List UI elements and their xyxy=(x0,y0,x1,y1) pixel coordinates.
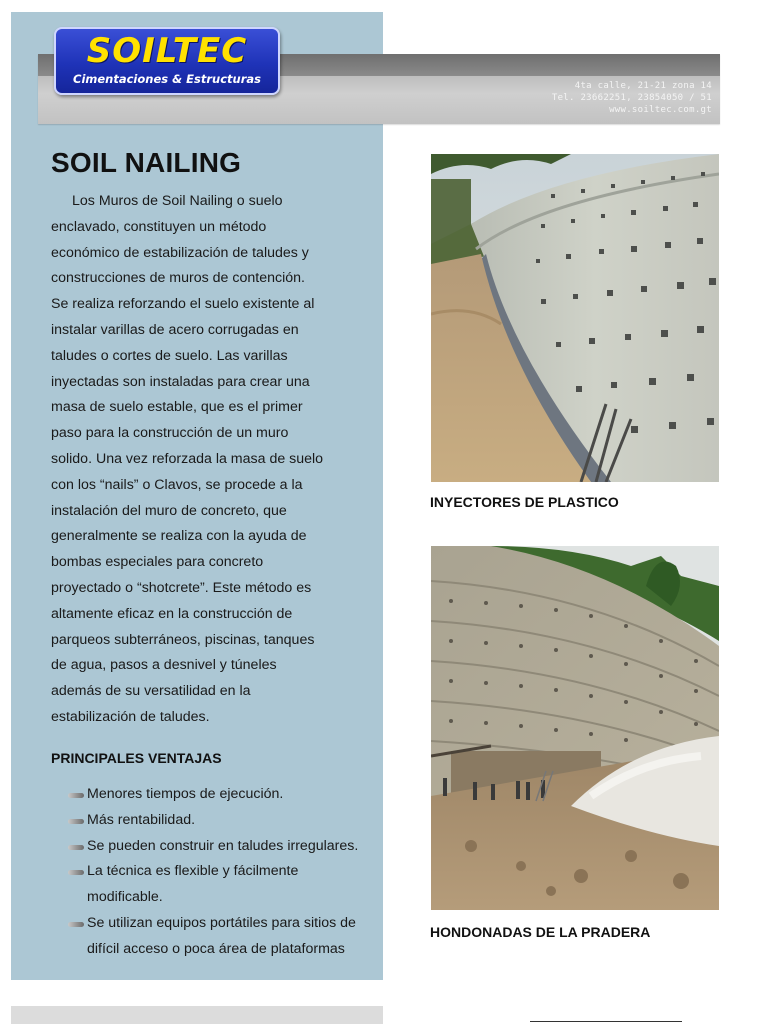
body-line: con los “nails” o Clavos, se procede a la xyxy=(51,476,303,493)
benefit-item xyxy=(66,808,386,834)
body-line: masa de suelo estable, que es el primer xyxy=(51,399,303,416)
body-line: proyectado o “shotcrete”. Este método es xyxy=(51,579,312,596)
benefit-text: La técnica es flexible y fácilmente xyxy=(87,863,299,880)
benefit-text: Menores tiempos de ejecución. xyxy=(87,786,284,802)
contact-info xyxy=(552,80,712,116)
body-line: solido. Una vez reforzada la masa de suelo xyxy=(51,450,324,467)
body-line: enclavado, constituyen un método xyxy=(51,218,267,235)
body-line: altamente eficaz en la construcción de xyxy=(51,605,293,622)
photo-plastic-injectors-image xyxy=(431,154,719,482)
contact-address: 4ta calle, 21-21 zona 14 xyxy=(574,81,712,91)
article-body xyxy=(51,189,351,731)
body-line: taludes o cortes de suelo. Las varillas xyxy=(51,347,288,364)
body-line: bombas especiales para concreto xyxy=(51,554,264,571)
photo-hondonadas xyxy=(431,546,719,910)
benefit-text: modificable. xyxy=(87,889,163,906)
bullet-icon xyxy=(68,793,84,798)
contact-phone: Tel. 23662251, 23854050 / 51 xyxy=(551,93,712,103)
benefit-text: difícil acceso o poca área de plataformas xyxy=(87,940,345,957)
benefits-list xyxy=(66,782,386,963)
benefits-title: PRINCIPALES VENTAJAS xyxy=(51,750,222,766)
bullet-icon xyxy=(68,870,84,875)
photo-caption: INYECTORES DE PLASTICO xyxy=(430,494,619,510)
benefit-item xyxy=(66,859,386,911)
benefit-item xyxy=(66,782,386,808)
soiltec-logo xyxy=(54,27,280,95)
bullet-icon xyxy=(68,819,84,824)
body-line: parqueos subterráneos, piscinas, tanques xyxy=(51,631,315,648)
bullet-icon xyxy=(68,922,84,927)
photo-plastic-injectors xyxy=(431,154,719,482)
page-title: SOIL NAILING xyxy=(51,147,242,178)
body-line: de agua, pasos a desnivel y túneles xyxy=(51,657,277,674)
logo-title: SOILTEC xyxy=(86,31,248,71)
benefit-text: Se utilizan equipos portátiles para sitios de xyxy=(87,914,356,931)
body-line: económico de estabilización de taludes y xyxy=(51,244,309,261)
photo-caption: HONDONADAS DE LA PRADERA xyxy=(430,924,651,940)
photo-hondonadas-image xyxy=(431,546,719,910)
benefit-item xyxy=(66,911,386,963)
benefit-item xyxy=(66,834,386,860)
body-line: Se realiza reforzando el suelo existente al xyxy=(51,296,315,313)
body-line: instalar varillas de acero corrugadas en xyxy=(51,321,299,338)
body-line: construcciones de muros de contención. xyxy=(51,270,305,287)
body-line: paso para la construcción de un muro xyxy=(51,425,289,442)
body-line: generalmente se realiza con la ayuda de xyxy=(51,528,307,545)
body-line: inyectadas son instaladas para crear una xyxy=(51,373,310,390)
body-line: estabilización de taludes. xyxy=(51,708,210,725)
contact-website: www.soiltec.com.gt xyxy=(609,105,712,115)
next-page-sidebar-edge xyxy=(11,1006,383,1024)
body-line: instalación del muro de concreto, que xyxy=(51,502,287,519)
logo-subtitle: Cimentaciones & Estructuras xyxy=(73,72,261,86)
bullet-icon xyxy=(68,845,84,850)
signature-line xyxy=(530,1021,682,1022)
benefit-text: Se pueden construir en taludes irregulares. xyxy=(87,837,359,854)
body-line: Los Muros de Soil Nailing o suelo xyxy=(72,193,283,209)
benefit-text: Más rentabilidad. xyxy=(87,811,196,828)
body-line: además de su versatilidad en la xyxy=(51,683,251,700)
